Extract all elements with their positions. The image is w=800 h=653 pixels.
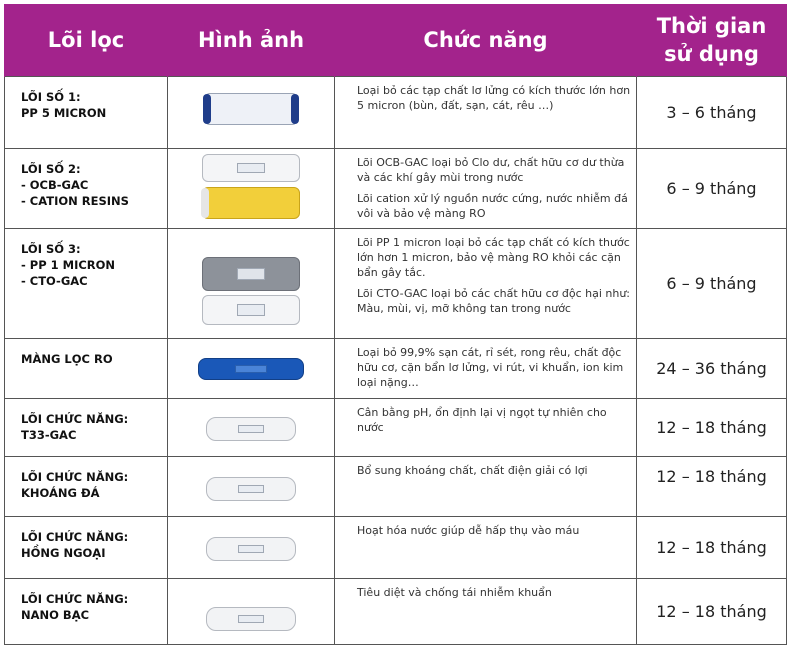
filter-function: Cân bằng pH, ổn định lại vị ngọt tự nhiên cho nước [335, 399, 637, 457]
filter-name: LÕI CHỨC NĂNG: T33-GAC [5, 399, 168, 457]
header-image: Hình ảnh [168, 4, 335, 77]
filter-image-cell [168, 149, 335, 229]
usage-time: 24 – 36 tháng [637, 339, 787, 399]
filter-image-cell [168, 579, 335, 645]
usage-time: 6 – 9 tháng [637, 229, 787, 339]
usage-time: 12 – 18 tháng [637, 517, 787, 579]
table-row [5, 399, 787, 457]
filter-name: MÀNG LỌC RO [5, 339, 168, 399]
filter-image-cell [168, 77, 335, 149]
filter-image-cell [168, 339, 335, 399]
filter-ocb-gac-image [202, 154, 300, 182]
table-row [5, 229, 787, 339]
filter-function: Loại bỏ 99,9% sạn cát, rỉ sét, rong rêu, chất độc hữu cơ, cặn bẩn lơ lửng, vi rút, vi khuẩn, ion kim loại nặng… [335, 339, 637, 399]
ro-membrane-image [198, 358, 304, 380]
filter-image-cell [168, 517, 335, 579]
filter-function: Lõi PP 1 micron loại bỏ các tạp chất có kích thước lớn hơn 1 micron, bảo vệ màng RO khỏi các cặn bẩn gây tắc. Lõi CTO-GAC loại bỏ các chất hữu cơ độc hại như: Màu, mùi, vị, mỡ không tan trong nước [335, 229, 637, 339]
usage-time: 3 – 6 tháng [637, 77, 787, 149]
filter-image-cell [168, 399, 335, 457]
filter-name: LÕI SỐ 1: PP 5 MICRON [5, 77, 168, 149]
header-function: Chức năng [335, 4, 637, 77]
usage-time: 12 – 18 tháng [637, 399, 787, 457]
filter-cation-image [202, 187, 300, 219]
filter-infrared-image [206, 537, 296, 561]
usage-time: 12 – 18 tháng [637, 579, 787, 645]
filter-function: Tiêu diệt và chống tái nhiễm khuẩn [335, 579, 637, 645]
filter-image-cell [168, 229, 335, 339]
filter-image-cell [168, 457, 335, 517]
usage-time: 12 – 18 tháng [637, 457, 787, 517]
filter-nano-silver-image [206, 607, 296, 631]
filter-name: LÕI SỐ 2: - OCB-GAC - CATION RESINS [5, 149, 168, 229]
filter-table [4, 4, 787, 645]
usage-time: 6 – 9 tháng [637, 149, 787, 229]
filter-name: LÕI CHỨC NĂNG: NANO BẠC [5, 579, 168, 645]
table-row [5, 517, 787, 579]
header-usage-time: Thời gian sử dụng [637, 4, 787, 77]
filter-pp1-image [202, 257, 300, 291]
table-row [5, 339, 787, 399]
header-filter: Lõi lọc [5, 4, 168, 77]
filter-function: Loại bỏ các tạp chất lơ lửng có kích thước lớn hơn 5 micron (bùn, đất, sạn, cát, rêu …) [335, 77, 637, 149]
filter-table-container [4, 4, 796, 652]
filter-function: Hoạt hóa nước giúp dễ hấp thụ vào máu [335, 517, 637, 579]
table-row [5, 457, 787, 517]
table-row [5, 149, 787, 229]
filter-name: LÕI SỐ 3: - PP 1 MICRON - CTO-GAC [5, 229, 168, 339]
filter-pp5-image [204, 93, 298, 125]
filter-cto-gac-image [202, 295, 300, 325]
filter-mineral-image [206, 477, 296, 501]
table-row [5, 77, 787, 149]
filter-function: Lõi OCB-GAC loại bỏ Clo dư, chất hữu cơ dư thừa và các khí gây mùi trong nước Lõi cation xử lý nguồn nước cứng, nước nhiễm đá vôi và bảo vệ màng RO [335, 149, 637, 229]
filter-function: Bổ sung khoáng chất, chất điện giải có lợi [335, 457, 637, 517]
filter-name: LÕI CHỨC NĂNG: KHOÁNG ĐÁ [5, 457, 168, 517]
table-row [5, 579, 787, 645]
table-header-row [5, 4, 787, 77]
filter-name: LÕI CHỨC NĂNG: HỒNG NGOẠI [5, 517, 168, 579]
filter-t33-gac-image [206, 417, 296, 441]
